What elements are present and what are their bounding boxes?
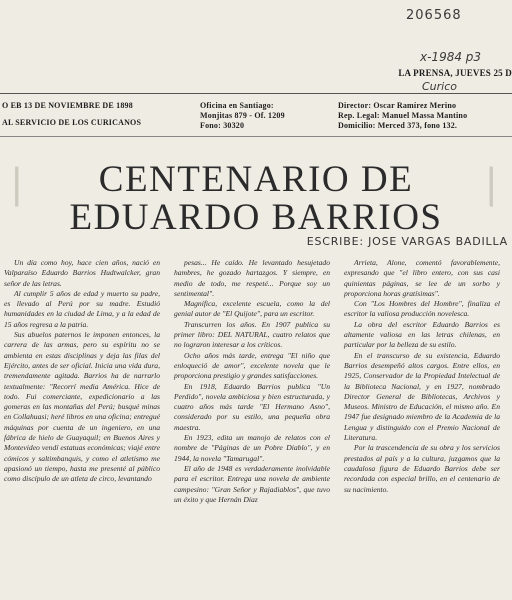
article-title-line-2: EDUARDO BARRIOS: [69, 197, 443, 238]
masthead-bottom-divider: [0, 136, 512, 137]
article-paragraph: En 1923, edita un manojo de relatos con el nombre de "Páginas de un Pobre Diablo", y en 1944, la novela "Tamarugal".: [174, 433, 330, 463]
topic-annotation: Curico: [422, 80, 458, 93]
article-paragraph: Ocho años más tarde, entrega "El niño que enloqueció de amor", excelente novela que le proporciona prestigio y grandes satisfacciones.: [174, 350, 330, 381]
article-paragraph: Un día como hoy, hace cien años, nació en Valparaíso Eduardo Barrios Hudtwalcker, gran señor de las letras.: [4, 258, 160, 288]
director-line: Director: Oscar Ramírez Merino: [338, 101, 457, 110]
article-paragraph: En el transcurso de su existencia, Eduardo Barrios desempeñó altos cargos. Entre ellos, en 1925, Conservador de la Propiedad Intelectual de la Biblioteca Nacional, y en 1927, nombrado Director General de Bibliotecas, Archivos y Museos. Ministro de Educación, el mismo año. En 1947 fue designado miembro de la Academia de la Lengua y distinguido con el Premio Nacional de Literatura.: [344, 350, 500, 443]
article-column-2: [174, 258, 330, 505]
show-through-mark: ❘: [474, 161, 508, 206]
article-paragraph: Magnífica, excelente escuela, como la del genial autor de "El Quijote", para un escritor.: [174, 299, 330, 319]
article-paragraph: Con "Los Hombres del Hombre", finaliza el escritor la valiosa producción novelesca.: [344, 299, 500, 319]
article-paragraph: Al cumplir 5 años de edad y muerto su padre, es llevado al Perú por su madre. Estudió humanidades en la ciudad de Lima, y a la edad de 15 años regresa a la patria.: [4, 288, 160, 329]
date-annotation: x-1984 p3: [420, 50, 482, 64]
legal-rep-line: Rep. Legal: Manuel Massa Mantino: [338, 111, 468, 120]
article-paragraph: La obra del escritor Eduardo Barrios es altamente valiosa en las letras chilenas, en particular por la belleza de su estilo.: [344, 319, 500, 350]
article-paragraph: Por la trascendencia de su obra y los servicios prestados al país y a la cultura, juzgamos que la caudalosa figura de Eduardo Barrios debe ser recordada con especial brillo, en el centenario de su nacimiento.: [344, 443, 500, 494]
office-phone: Fono: 30320: [200, 121, 245, 130]
byline: ESCRIBE: JOSE VARGAS BADILLA: [306, 235, 508, 248]
article-paragraph: Transcurren los años. En 1907 publica su primer libro: DEL NATURAL, cuatro relatos que no lograron interesar a los críticos.: [174, 319, 330, 350]
service-line: AL SERVICIO DE LOS CURICANOS: [2, 118, 142, 127]
office-address: Monjitas 879 - Of. 1209: [200, 111, 285, 120]
article-column-1: [4, 258, 160, 485]
archive-number: 206568: [406, 8, 462, 23]
article-paragraph: Sus abuelos paternos le imponen entonces, la carrera de las armas, pero su espíritu no se ambienta en estas disciplinas y deja las filas del Ejército, antes de ser oficial. Inicia una vida dura, tremendamente agitada. Barrios ha de narrarlo textualmente: "Recorrí media América. Hice de todo. Fui comerciante, expedicionario a las gomeras en las montañas del Perú; busqué minas en Collahuasi; heré libros en una oficina; entregué máquinas por cuenta de un ingeniero, en una fábrica de hielo de Guayaquil; en Buenos Aires y Montevideo vendí estatuas económicas; viajé entre cómicos y saltimbanquis, y como el atletismo me apasionó un tiempo, hasta me presenté al público como discípulo de un atleta de circo, levantando: [4, 330, 160, 484]
founded-line: O EB 13 DE NOVIEMBRE DE 1898: [2, 101, 133, 110]
office-label: Oficina en Santiago:: [200, 101, 274, 110]
article-column-3: [344, 258, 500, 495]
show-through-mark: ❘: [0, 161, 34, 206]
newspaper-date-line: LA PRENSA, JUEVES 25 D: [398, 68, 512, 78]
article-paragraph: El año de 1948 es verdaderamente inolvidable para el escritor. Entrega una novela de ambiente campesino: "Gran Señor y Rajadiablos", que tuvo un éxito y que Hernán Díaz: [174, 463, 330, 504]
article-paragraph: En 1918, Eduardo Barrios publica "Un Perdido", novela ambiciosa y bien estructurada, y cuatro años más tarde "El Hermano Asno", considerado por su estilo, una pequeña obra maestra.: [174, 381, 330, 432]
domicile-line: Domicilio: Merced 373, fono 132.: [338, 121, 458, 130]
article-paragraph: Arrieta, Alone, comentó favorablemente, expresando que "el libro entero, con sus casi quinientas páginas, se lee de un sorbo y proporciona horas gratísimas".: [344, 258, 500, 298]
article-paragraph: pesas... He caído. He levantado hesujetado hambres, he gozado hartazgos. Y siempre, en medio de todo, me respeté... Porque soy un sentimental".: [174, 258, 330, 298]
masthead-divider: [0, 93, 512, 94]
article-title-line-1: CENTENARIO DE: [98, 159, 414, 200]
